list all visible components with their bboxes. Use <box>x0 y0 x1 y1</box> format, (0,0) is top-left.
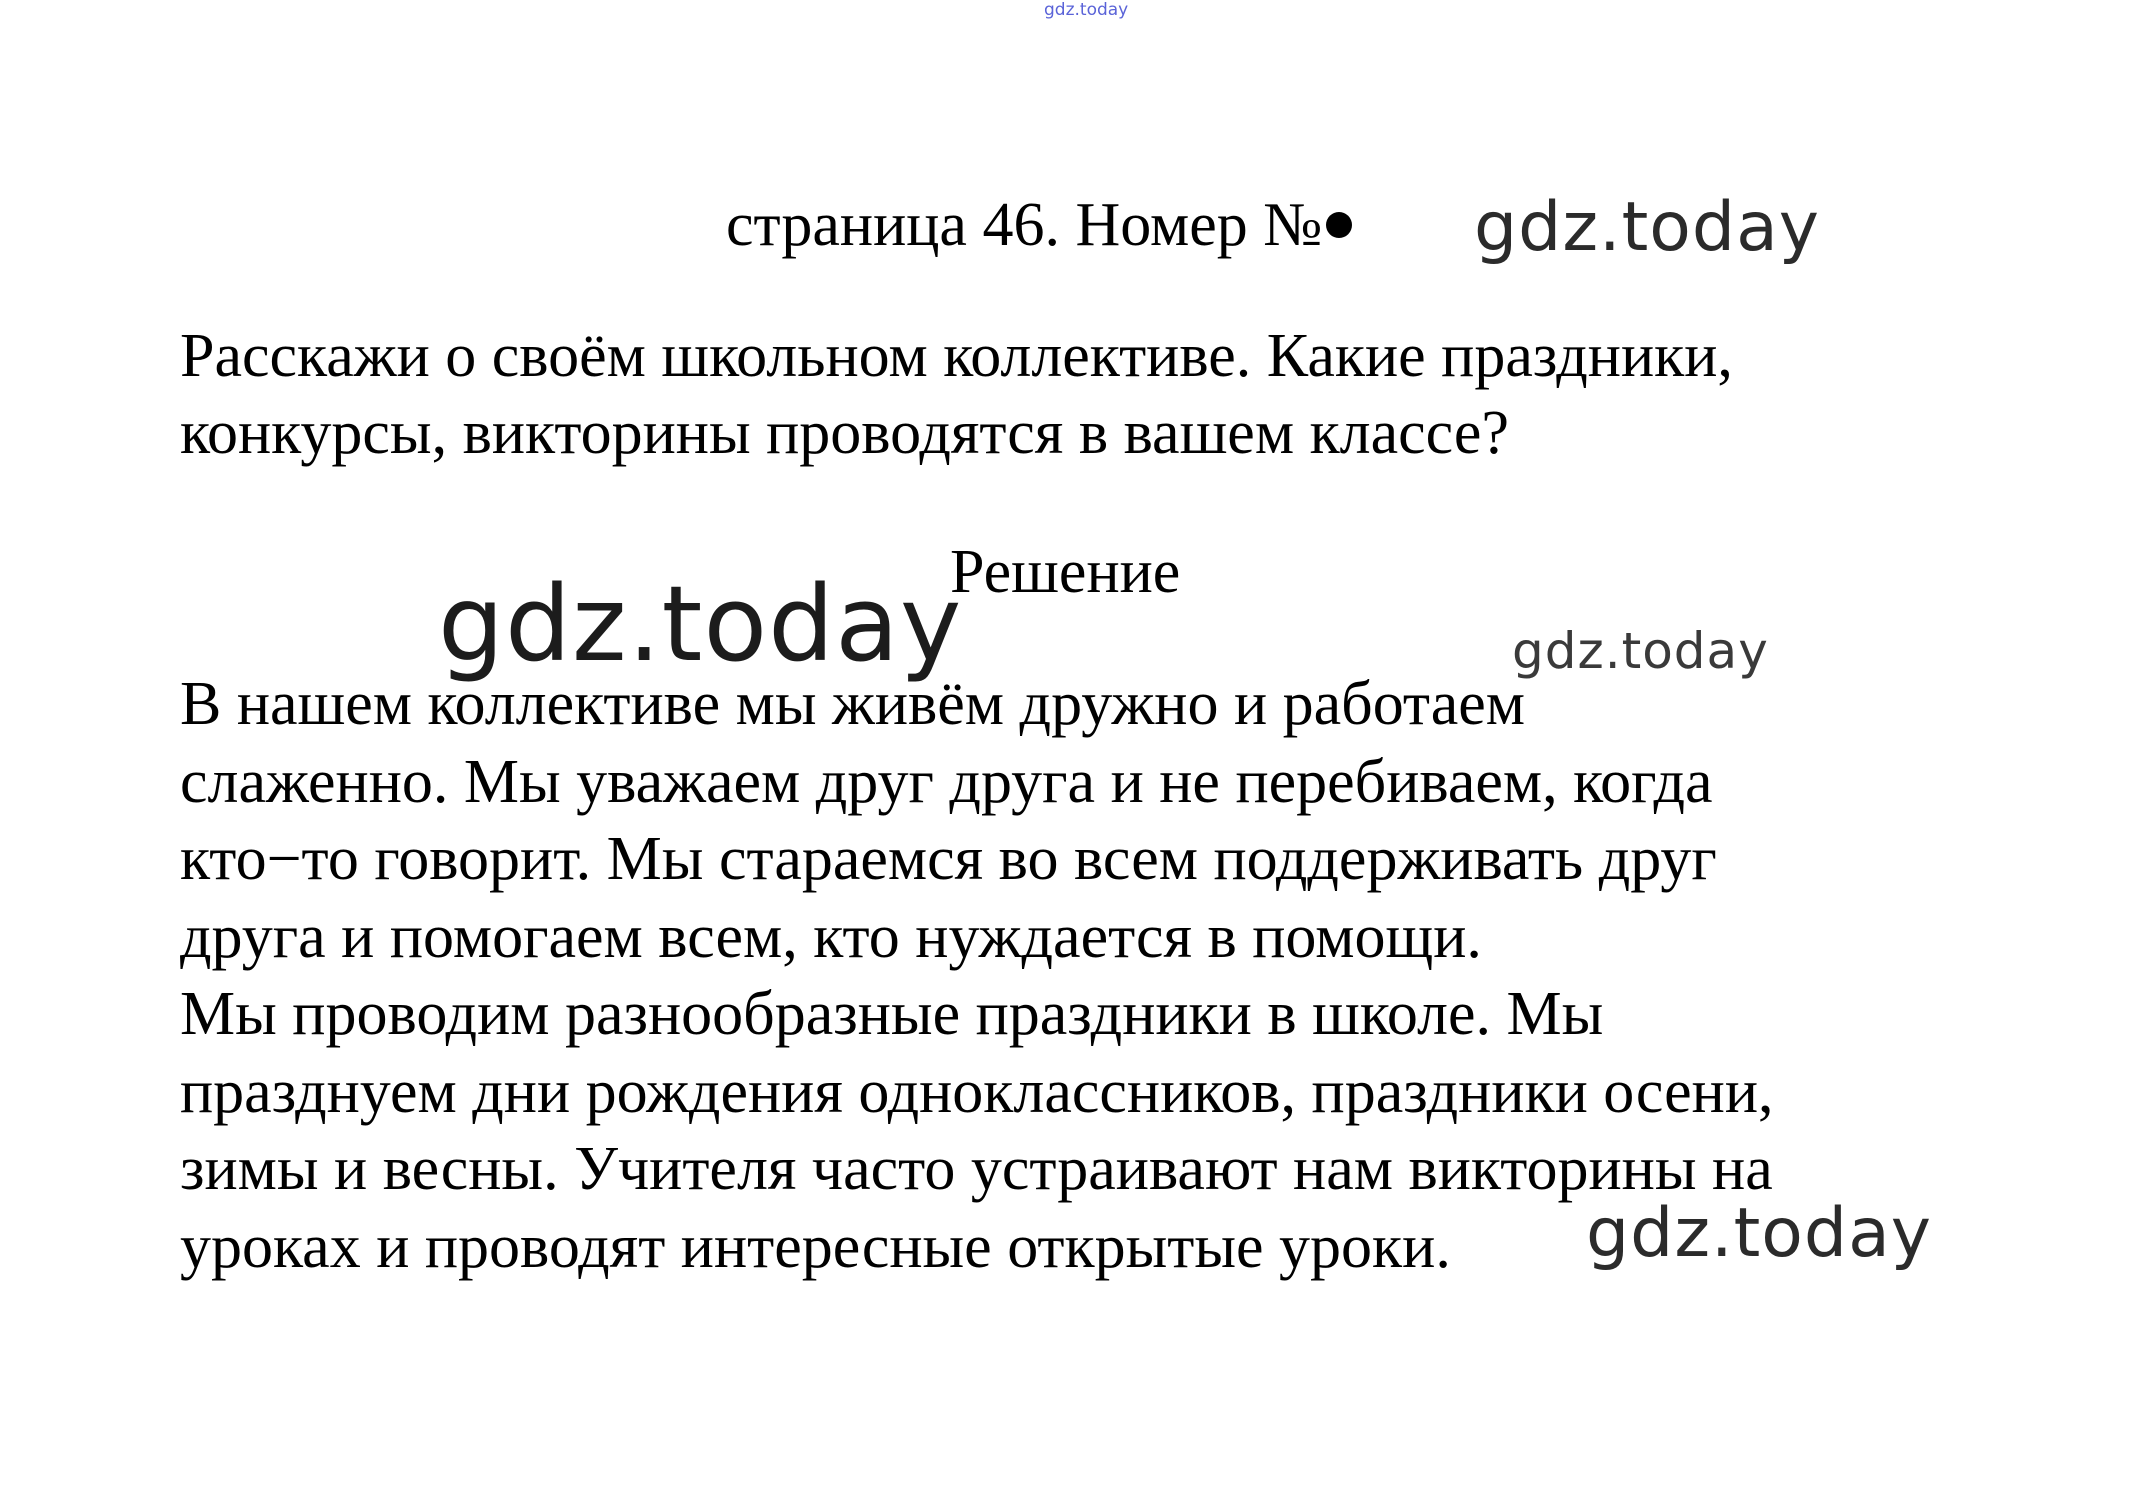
watermark-top: gdz.today <box>1044 0 1129 20</box>
question-line: Расскажи о своём школьном коллективе. Какие праздники, <box>180 322 1733 390</box>
answer-line: В нашем коллективе мы живём дружно и работаем <box>180 670 1526 738</box>
bullet-dot-icon <box>1326 212 1352 238</box>
answer-line: кто−то говорит. Мы стараемся во всем поддерживать друг <box>180 825 1717 893</box>
answer-line: друга и помогаем всем, кто нуждается в помощи. <box>180 902 1482 971</box>
answer-line: зимы и весны. Учителя часто устраивают нам викторины на <box>180 1135 1773 1203</box>
watermark-big: gdz.today <box>438 563 963 685</box>
answer-line: празднуем дни рождения одноклассников, праздники осени, <box>180 1057 1774 1126</box>
watermark-header: gdz.today <box>1474 188 1820 267</box>
question-line: конкурсы, викторины проводятся в вашем классе? <box>180 399 1509 467</box>
answer-line: слаженно. Мы уважаем друг друга и не перебиваем, когда <box>180 747 1713 816</box>
task-question <box>180 318 2000 472</box>
header-text: страница 46. Номер № <box>726 191 1323 259</box>
watermark-mid: gdz.today <box>1512 622 1769 680</box>
solution-title: Решение <box>950 538 1181 606</box>
answer-line: Мы проводим разнообразные праздники в школе. Мы <box>180 980 1604 1048</box>
solution-text <box>180 666 2080 1286</box>
page-header <box>726 188 1352 262</box>
watermark-end: gdz.today <box>1586 1194 1932 1273</box>
answer-line: уроках и проводят интересные открытые уроки. <box>180 1212 1451 1281</box>
